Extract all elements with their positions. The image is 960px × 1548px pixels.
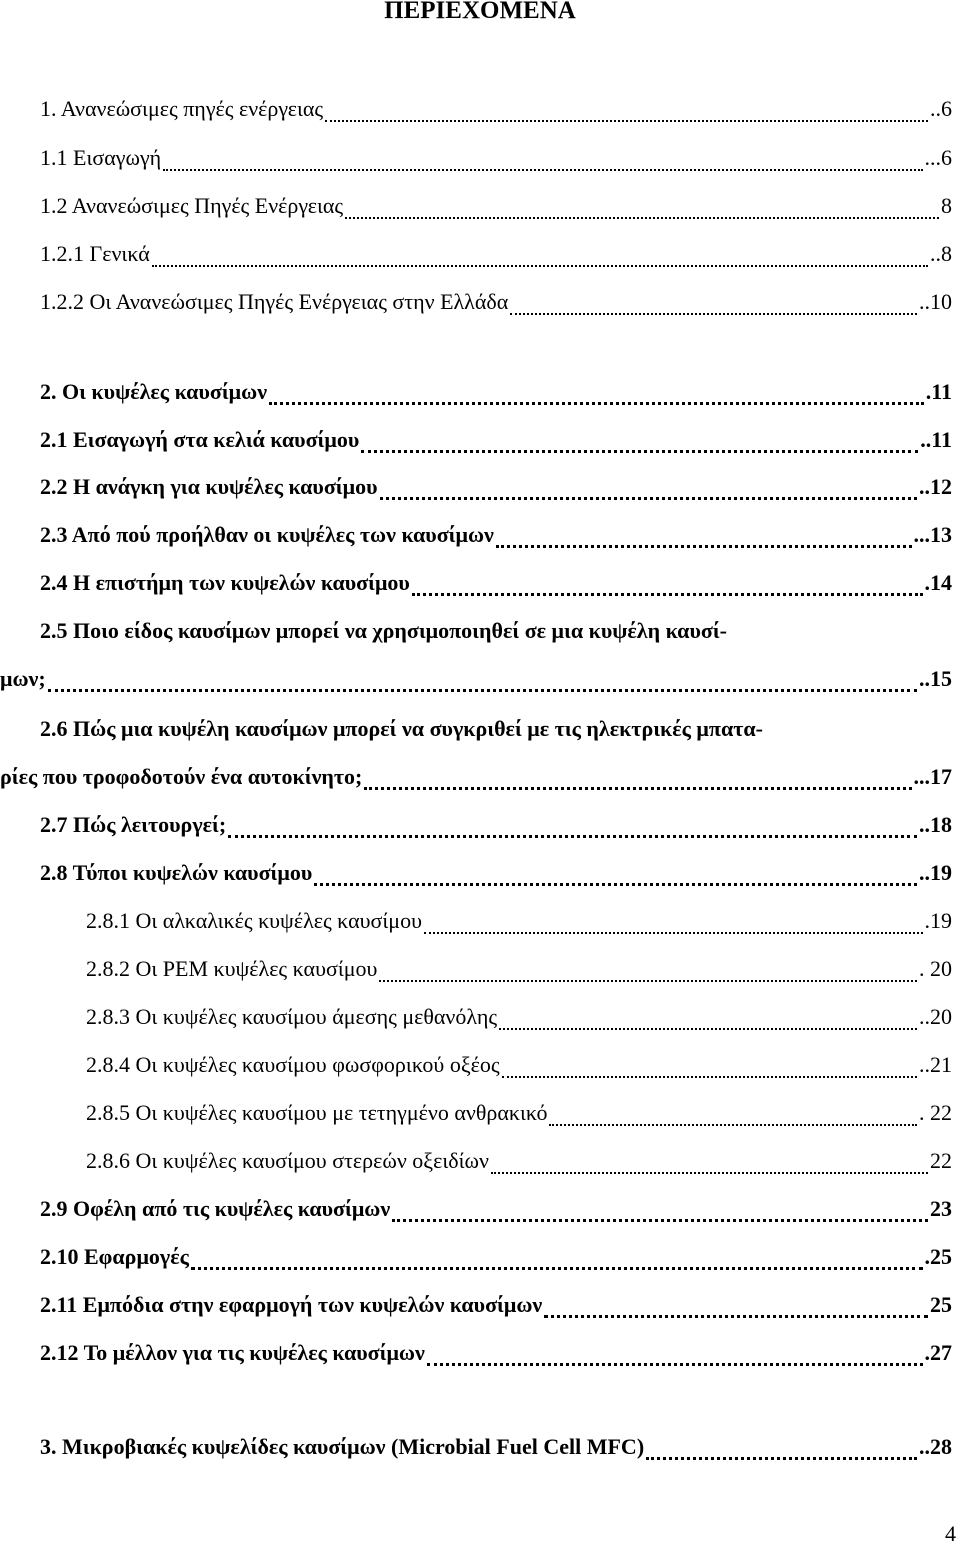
toc-entry-2-5[interactable] [0,662,952,696]
toc-page: .25 [924,1244,952,1269]
toc-label: 1.1 Εισαγωγή [40,145,162,170]
toc-entry-2-8-5[interactable] [86,1096,952,1130]
toc-entry-2-8-6[interactable] [86,1144,952,1178]
toc-entry-3[interactable] [40,1430,952,1464]
toc-page: . 20 [919,956,952,981]
toc-entry-2-1[interactable] [40,423,952,457]
dot-leader [502,1048,917,1082]
toc-label: 2.4 Η επιστήμη των κυψελών καυσίμου [40,570,410,595]
dot-leader [499,1000,917,1034]
toc-label: 2.8.6 Οι κυψέλες καυσίμου στερεών οξειδίων [86,1148,489,1173]
toc-page: .14 [924,570,952,595]
toc-entry-1-1[interactable] [40,141,952,175]
dot-leader [646,1430,917,1464]
toc-entry-2-4[interactable] [40,566,952,600]
dot-leader [544,1288,928,1322]
dot-leader [152,237,928,271]
toc-page: 22 [930,1148,952,1173]
toc-label: 2.7 Πώς λειτουργεί; [40,812,227,837]
toc-page: ...13 [913,522,952,547]
toc-entry-2[interactable] [40,375,952,409]
toc-page: ..19 [919,860,952,885]
toc-page: ..18 [919,812,952,837]
dot-leader [314,856,917,890]
page-title: ΠΕΡΙΕΧΟΜΕΝΑ [384,0,576,24]
toc-label: ρίες που τροφοδοτούν ένα αυτοκίνητο; [0,764,363,789]
toc-entry-2-6-line1: 2.6 Πώς μια κυψέλη καυσίμων μπορεί να συγκριθεί με τις ηλεκτρικές μπατα- [40,716,763,741]
toc-page: ..28 [919,1434,952,1459]
page-number: 4 [945,1521,956,1546]
dot-leader [325,92,928,126]
toc-entry-2-8-4[interactable] [86,1048,952,1082]
toc-label: 2.8.4 Οι κυψέλες καυσίμου φωσφορικού οξέος [86,1052,500,1077]
toc-page: .27 [924,1340,952,1365]
toc-label: 2.1 Εισαγωγή στα κελιά καυσίμου [40,427,360,452]
toc-page: ..10 [919,289,952,314]
toc-page: .19 [924,908,952,933]
toc-label: 1.2.2 Οι Ανανεώσιμες Πηγές Ενέργειας στην Ελλάδα [40,289,509,314]
dot-leader [191,1240,923,1274]
toc-entry-2-6[interactable] [0,760,952,794]
toc-entry-2-8-1[interactable] [86,904,952,938]
dot-leader [427,1336,923,1370]
dot-leader [496,518,912,552]
toc-entry-1-2-1[interactable] [40,237,952,271]
toc-label: 2.8.3 Οι κυψέλες καυσίμου άμεσης μεθανόλης [86,1004,498,1029]
dot-leader [491,1144,928,1178]
toc-label: 2.8.5 Οι κυψέλες καυσίμου με τετηγμένο ανθρακικό [86,1100,548,1125]
toc-page: . 22 [919,1100,952,1125]
toc-label: 2.12 Το μέλλον για τις κυψέλες καυσίμων [40,1340,425,1365]
dot-leader [549,1096,917,1130]
toc-page: 25 [930,1292,952,1317]
toc-page: ..11 [920,427,952,452]
toc-entry-2-11[interactable] [40,1288,952,1322]
dot-leader [228,808,917,842]
toc-entry-2-8[interactable] [40,856,952,890]
toc-page: .11 [925,379,952,404]
dot-leader [345,189,939,223]
toc-label: 1.2 Ανανεώσιμες Πηγές Ενέργειας [40,193,344,218]
dot-leader [163,141,922,175]
toc-page: ..12 [919,474,952,499]
toc-page: ..20 [919,1004,952,1029]
toc-entry-2-10[interactable] [40,1240,952,1274]
toc-label: 2.3 Από πού προήλθαν οι κυψέλες των καυσίμων [40,522,494,547]
dot-leader [510,285,917,319]
toc-entry-2-3[interactable] [40,518,952,552]
dot-leader [424,904,923,938]
toc-page: 23 [930,1196,952,1221]
toc-entry-2-5-line1: 2.5 Ποιο είδος καυσίμων μπορεί να χρησιμοποιηθεί σε μια κυψέλη καυσί- [40,618,727,643]
toc-page: ..8 [930,241,952,266]
toc-entry-1[interactable] [40,92,952,126]
toc-entry-2-2[interactable] [40,470,952,504]
dot-leader [412,566,923,600]
dot-leader [379,952,917,986]
toc-label: 3. Μικροβιακές κυψελίδες καυσίμων (Microbial Fuel Cell MFC) [40,1434,645,1459]
dot-leader [380,470,918,504]
dot-leader [364,760,911,794]
toc-entry-1-2-2[interactable] [40,285,952,319]
toc-label: μων; [0,666,46,691]
dot-leader [361,423,918,457]
toc-label: 1.2.1 Γενικά [40,241,150,266]
toc-entry-2-9[interactable] [40,1192,952,1226]
toc-entry-2-8-2[interactable] [86,952,952,986]
toc-label: 2.9 Οφέλη από τις κυψέλες καυσίμων [40,1196,391,1221]
toc-page: 8 [941,193,952,218]
toc-label: 2.8.1 Οι αλκαλικές κυψέλες καυσίμου [86,908,422,933]
toc-label: 2.10 Εφαρμογές [40,1244,189,1269]
dot-leader [48,662,917,696]
dot-leader [269,375,924,409]
dot-leader [392,1192,928,1226]
toc-entry-1-2[interactable] [40,189,952,223]
toc-label: 2.8 Τύποι κυψελών καυσίμου [40,860,313,885]
toc-entry-2-12[interactable] [40,1336,952,1370]
toc-label: 2.8.2 Οι PEM κυψέλες καυσίμου [86,956,378,981]
toc-label: 2. Οι κυψέλες καυσίμων [40,379,268,404]
toc-page: ..15 [919,666,952,691]
toc-label: 1. Ανανεώσιμες πηγές ενέργειας [40,96,324,121]
toc-page: ...17 [913,764,952,789]
toc-entry-2-8-3[interactable] [86,1000,952,1034]
toc-page: ...6 [924,145,952,170]
toc-page: ..6 [930,96,952,121]
toc-label: 2.11 Εμπόδια στην εφαρμογή των κυψελών καυσίμων [40,1292,543,1317]
toc-entry-2-7[interactable] [40,808,952,842]
toc-page: ..21 [919,1052,952,1077]
toc-label: 2.2 Η ανάγκη για κυψέλες καυσίμου [40,474,378,499]
